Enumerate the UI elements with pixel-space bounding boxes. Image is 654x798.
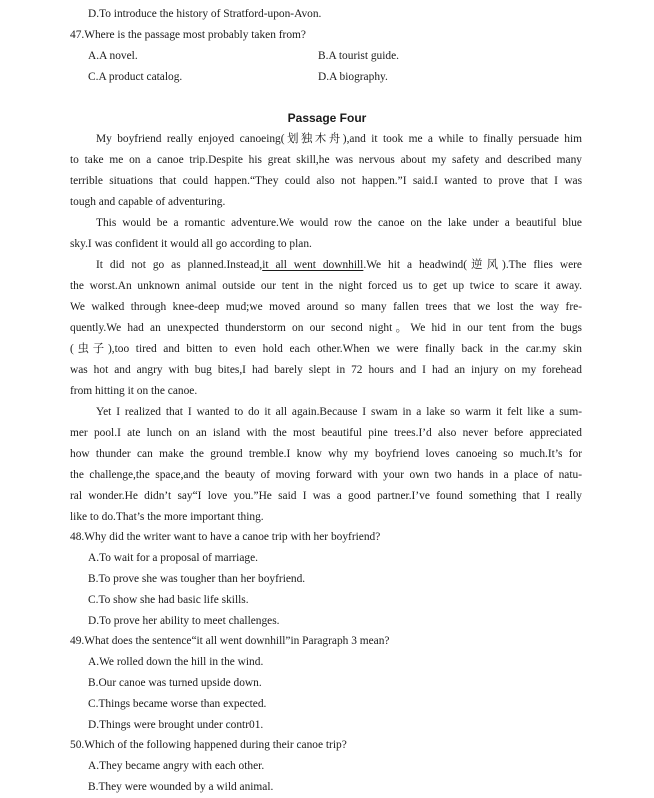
- q49-option-d: D.Things were brought under contr01.: [88, 719, 264, 731]
- q50-question: 50.Which of the following happened during their canoe trip?: [70, 739, 347, 751]
- q49-question: 49.What does the sentence“it all went downhill”in Paragraph 3 mean?: [70, 635, 390, 647]
- passage-line: This would be a romantic adventure.We would row the canoe on the lake under a beautiful blue: [96, 217, 582, 229]
- passage-line: quently.We had an unexpected thunderstorm on our second night。We hid in our tent from the bugs: [70, 322, 582, 334]
- q47-question: 47.Where is the passage most probably taken from?: [70, 29, 306, 41]
- q47-option-b: B.A tourist guide.: [318, 50, 400, 62]
- q48-option-b: B.To prove she was tougher than her boyfriend.: [88, 573, 306, 585]
- passage-line: ral wonder.He didn’t say“I love you.”He said I was a good partner.I’ve found something that I really: [70, 490, 582, 502]
- passage-text: It did not go as planned.Instead,: [96, 259, 263, 271]
- passage-line: (虫子),too tired and bitten to even hold each other.When we were finally back in the car.my skin: [70, 343, 582, 355]
- passage-line: We walked through knee-deep mud;we moved around so many fallen trees that we lost the way fre-: [70, 301, 582, 313]
- q48-option-d: D.To prove her ability to meet challenges.: [88, 615, 280, 627]
- passage-line: terrible situations that could happen.“They could also not happen.”I said.I wanted to prove that I was: [70, 175, 582, 187]
- q48-question: 48.Why did the writer want to have a canoe trip with her boyfriend?: [70, 531, 381, 543]
- passage-title: Passage Four: [287, 111, 367, 125]
- passage-line: was hot and angry with bug bites,I had barely slept in 72 hours and I had an injury on my forehead: [70, 364, 582, 376]
- q49-option-c: C.Things became worse than expected.: [88, 698, 267, 710]
- passage-line: like to do.That’s the more important thing.: [70, 511, 264, 523]
- passage-line: how thunder can make the ground tremble.I know why my boyfriend loves canoeing so much.It’s for: [70, 448, 582, 460]
- q49-option-b: B.Our canoe was turned upside down.: [88, 677, 262, 689]
- passage-text: .We hit a headwind(逆风).The flies were: [363, 259, 582, 271]
- passage-line: My boyfriend really enjoyed canoeing(划独木舟),and it took me a while to finally persuade him: [96, 133, 582, 145]
- passage-line: Yet I realized that I wanted to do it all again.Because I swam in a lake so warm it felt like a sum-: [96, 406, 582, 418]
- q50-option-a: A.They became angry with each other.: [88, 760, 265, 772]
- passage-line: mer pool.I ate lunch on an island with the most beautiful pine trees.I’d also never before appreciated: [70, 427, 582, 439]
- q50-option-b: B.They were wounded by a wild animal.: [88, 781, 274, 793]
- passage-line: the challenge,the space,and the beauty of moving forward with your own two hands in a place of natu-: [70, 469, 582, 481]
- passage-line: sky.I was confident it would all go according to plan.: [70, 238, 312, 250]
- q49-option-a: A.We rolled down the hill in the wind.: [88, 656, 264, 668]
- passage-line: tough and capable of adventuring.: [70, 196, 226, 208]
- q48-option-c: C.To show she had basic life skills.: [88, 594, 249, 606]
- q47-option-c: C.A product catalog.: [88, 71, 183, 83]
- q47-option-d: D.A biography.: [318, 71, 388, 83]
- underlined-phrase: it all went downhill: [262, 259, 364, 271]
- passage-line: from hitting it on the canoe.: [70, 385, 198, 397]
- q47-option-a: A.A novel.: [88, 50, 138, 62]
- q48-option-a: A.To wait for a proposal of marriage.: [88, 552, 259, 564]
- q46-option-d: D.To introduce the history of Stratford-upon-Avon.: [88, 8, 322, 20]
- passage-line: the worst.An unknown animal outside our tent in the night forced us to get up twice to scare it away.: [70, 280, 582, 292]
- passage-line-with-underline: [96, 258, 582, 272]
- passage-line: to take me on a canoe trip.Despite his great skill,he was nervous about my safety and described many: [70, 154, 582, 166]
